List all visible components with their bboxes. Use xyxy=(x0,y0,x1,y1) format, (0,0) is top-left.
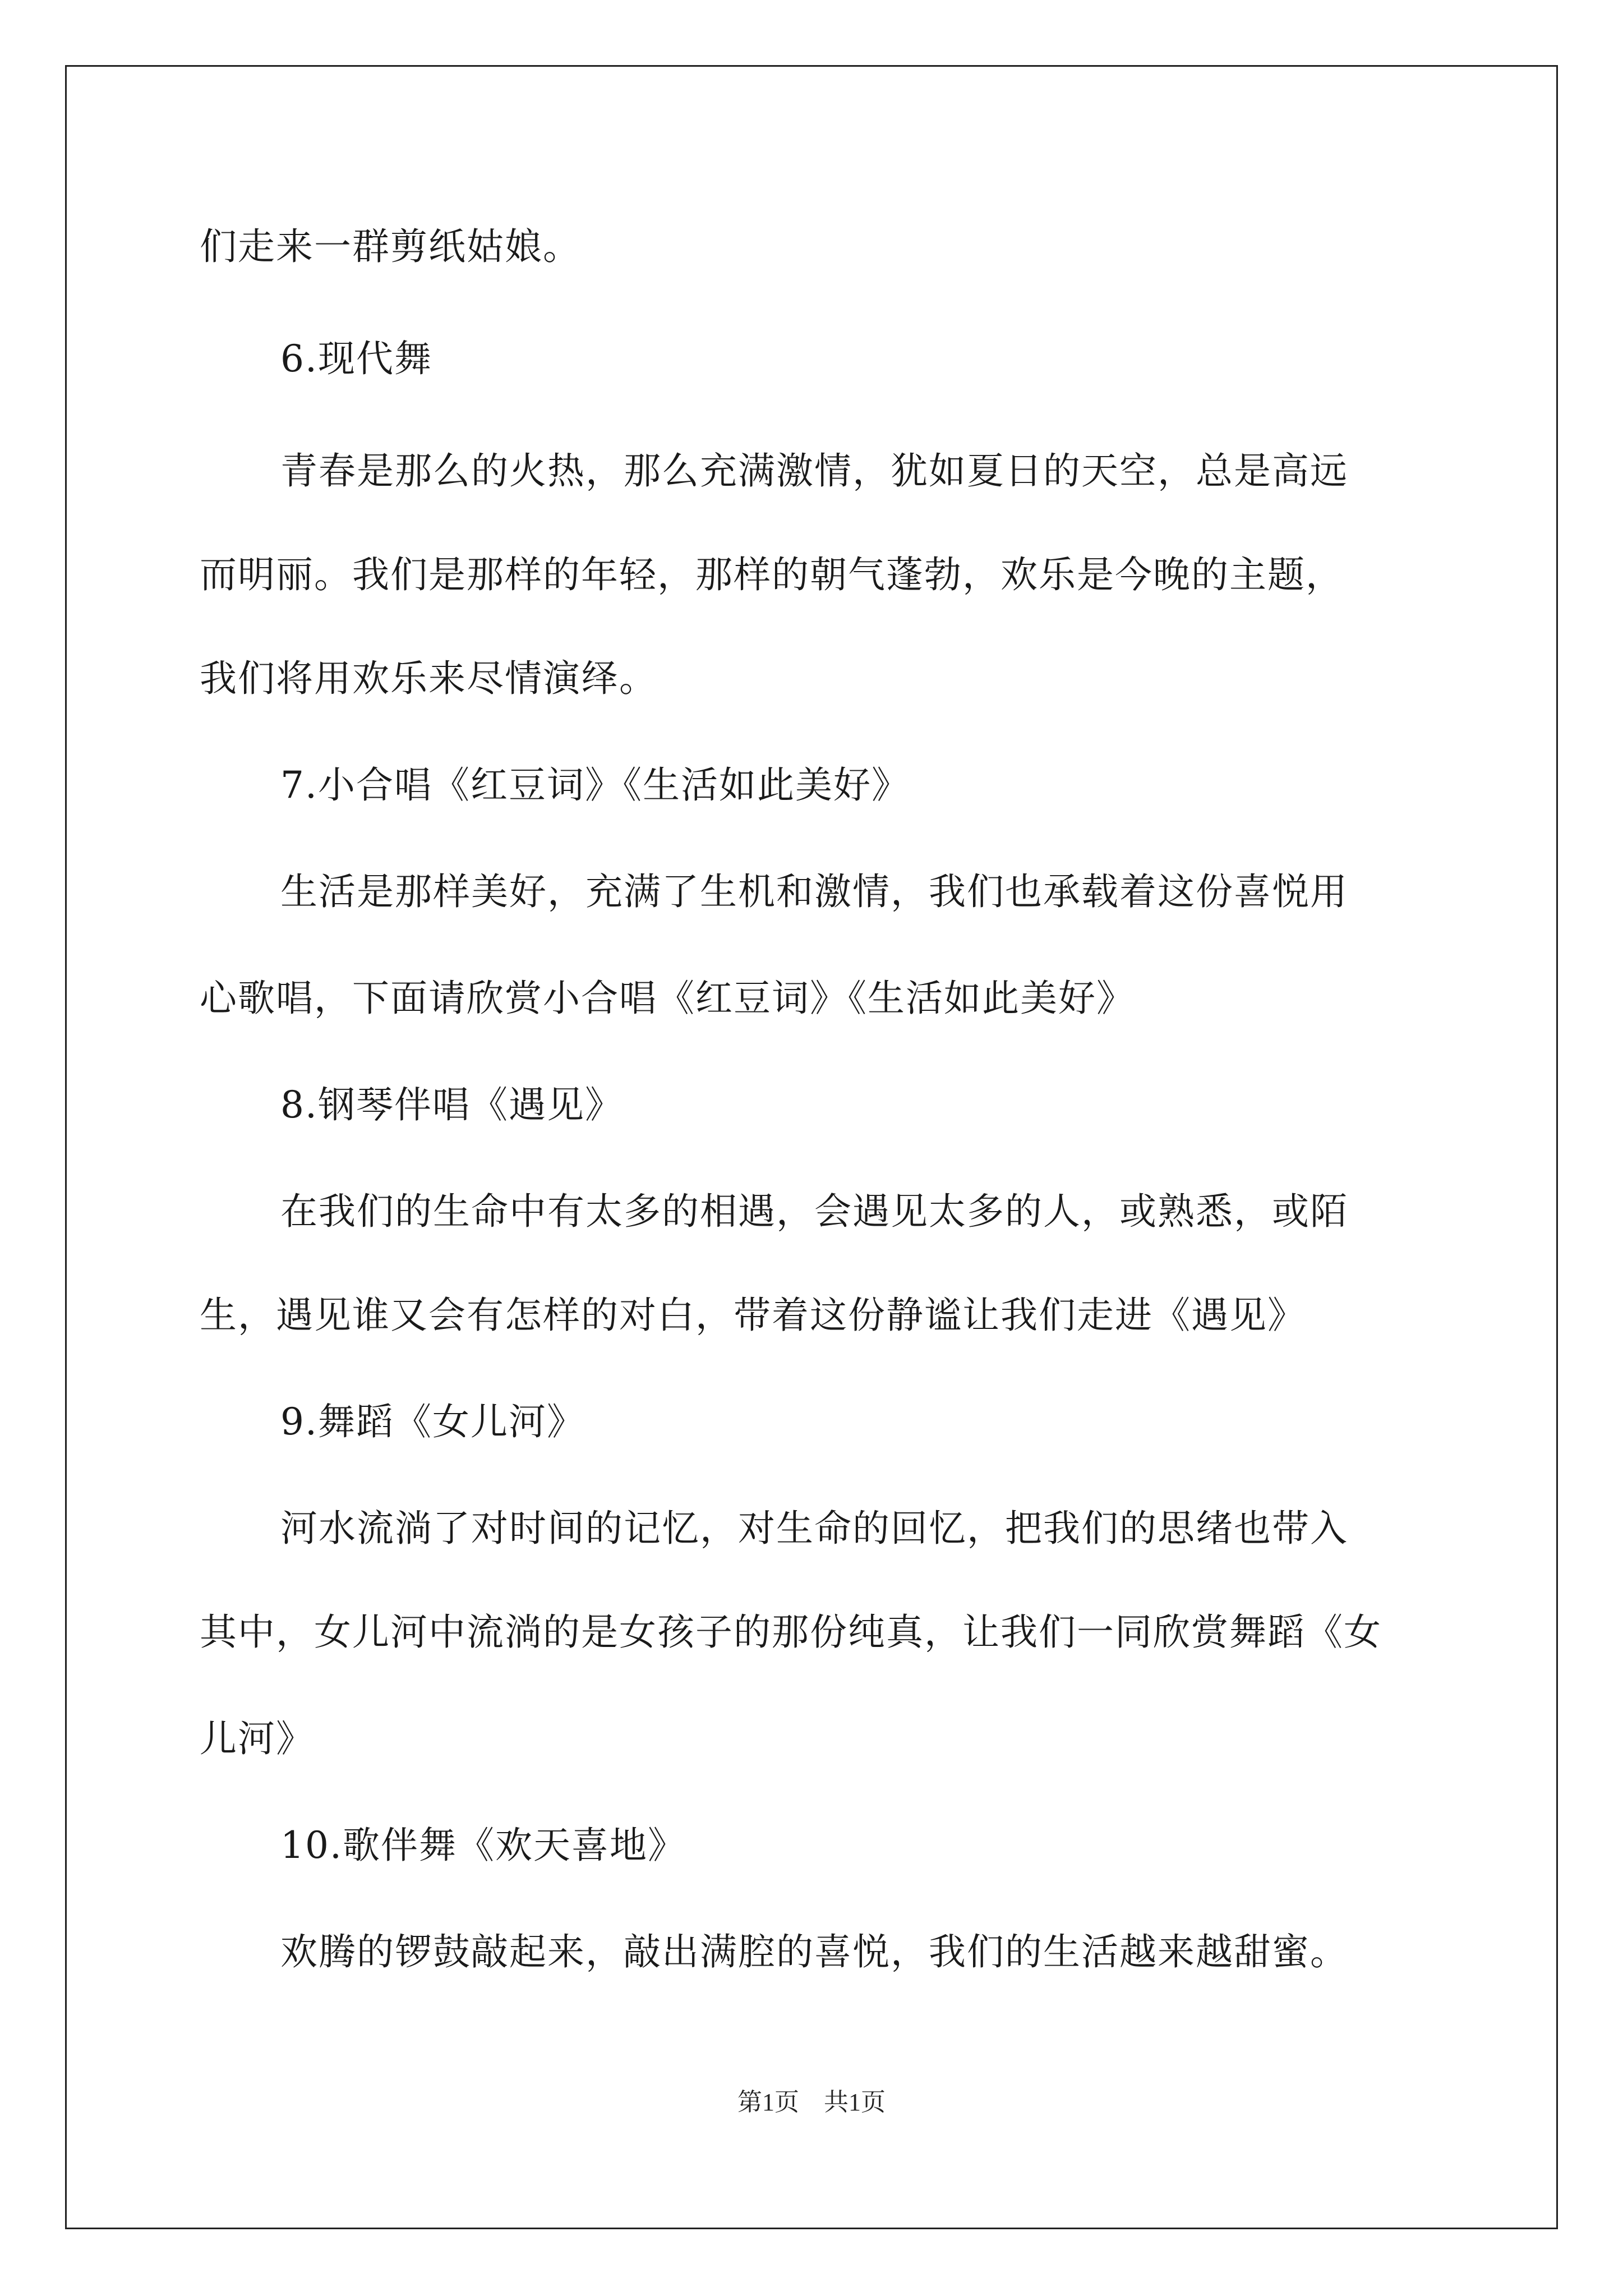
heading-piano-song: 8.钢琴伴唱《遇见》 xyxy=(280,1083,623,1126)
heading-song-dance: 10.歌伴舞《欢天喜地》 xyxy=(280,1824,686,1867)
text-line-1: 们走来一群剪纸姑娘。 xyxy=(200,225,581,268)
text-line-8: 心歌唱，下面请欣赏小合唱《红豆词》《生活如此美好》 xyxy=(200,977,1135,1020)
text-line-11: 生，遇见谁又会有怎样的对白，带着这份静谧让我们走进《遇见》 xyxy=(200,1294,1306,1337)
heading-small-chorus: 7.小合唱《红豆词》《生活如此美好》 xyxy=(280,763,910,807)
text-line-10: 在我们的生命中有太多的相遇，会遇见太多的人，或熟悉，或陌 xyxy=(280,1190,1348,1233)
heading-dance-river: 9.舞蹈《女儿河》 xyxy=(280,1400,585,1443)
text-line-15: 儿河》 xyxy=(200,1717,314,1760)
text-line-14: 其中，女儿河中流淌的是女孩子的那份纯真，让我们一同欣赏舞蹈《女 xyxy=(200,1611,1382,1654)
text-line-7: 生活是那样美好，充满了生机和激情，我们也承载着这份喜悦用 xyxy=(280,870,1348,913)
text-line-4: 而明丽。我们是那样的年轻，那样的朝气蓬勃，欢乐是今晚的主题， xyxy=(200,553,1344,596)
text-line-3: 青春是那么的火热，那么充满激情，犹如夏日的天空，总是高远 xyxy=(280,449,1348,493)
text-line-13: 河水流淌了对时间的记忆，对生命的回忆，把我们的思绪也带入 xyxy=(280,1507,1348,1550)
text-line-5: 我们将用欢乐来尽情演绎。 xyxy=(200,657,657,700)
text-line-17: 欢腾的锣鼓敲起来，敲出满腔的喜悦，我们的生活越来越甜蜜。 xyxy=(280,1930,1348,1973)
heading-modern-dance: 6.现代舞 xyxy=(280,337,432,380)
page-number-footer: 第1页 共1页 xyxy=(737,2088,886,2116)
